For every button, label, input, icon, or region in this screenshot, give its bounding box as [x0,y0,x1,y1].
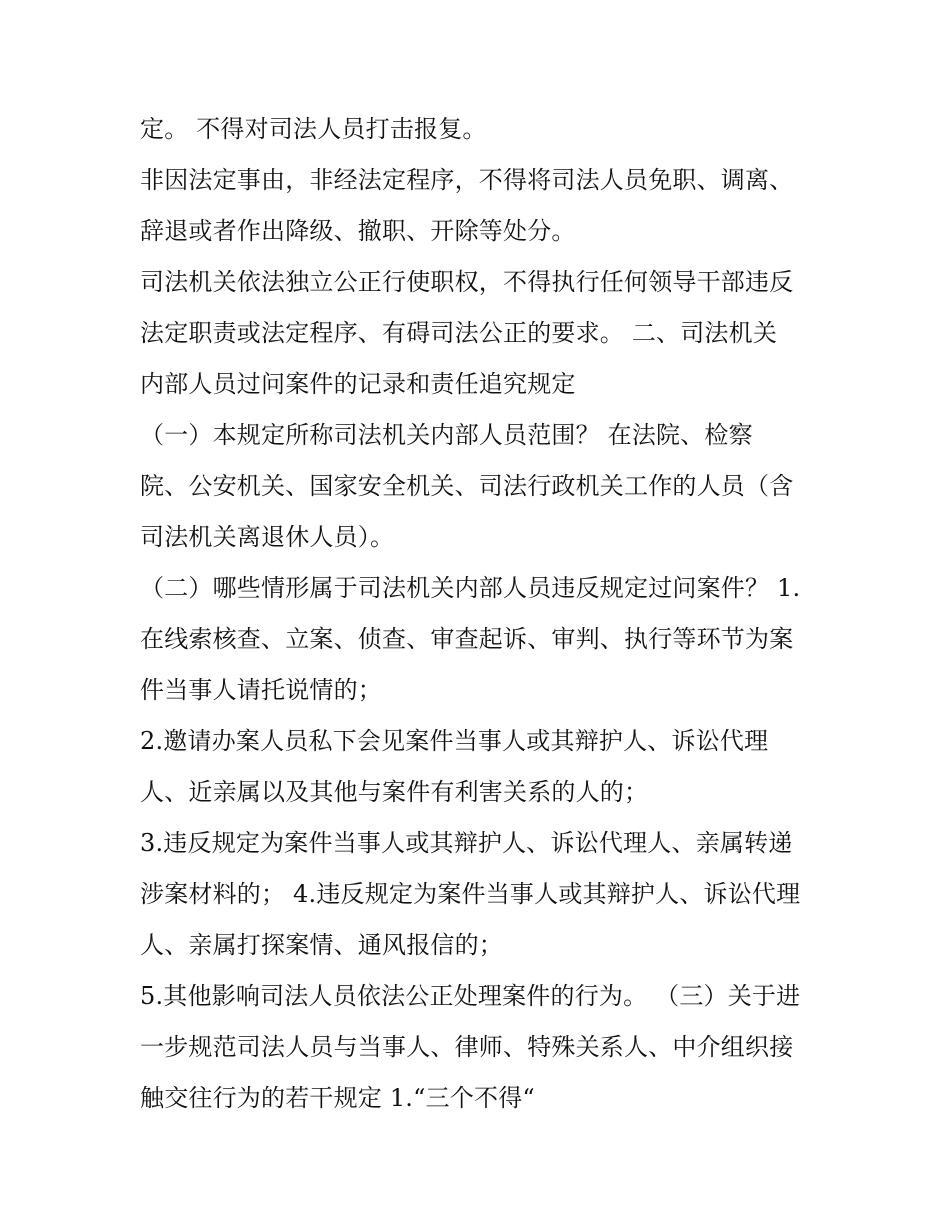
text-line: 人、近亲属以及其他与案件有利害关系的人的； [140,778,649,806]
text-line: 在线索核查、立案、侦查、审查起诉、审判、执行等环节为案 [140,625,794,653]
text-line: 2.邀请办案人员私下会见案件当事人或其辩护人、诉讼代理 [140,727,769,755]
text-line: 一步规范司法人员与当事人、律师、特殊关系人、中介组织接 [140,1033,794,1061]
text-line: 5.其他影响司法人员依法公正处理案件的行为。 （三）关于进 [140,982,801,1010]
text-line: （二）哪些情形属于司法机关内部人员违反规定过问案件？ 1. [140,574,801,602]
text-line: 司法机关离退休人员）。 [140,523,395,551]
text-line: 人、亲属打探案情、通风报信的； [140,931,503,959]
text-line: 辞退或者作出降级、撤职、开除等处分。 [140,217,576,245]
text-line: 院、公安机关、国家安全机关、司法行政机关工作的人员（含 [140,472,794,500]
text-line: 司法机关依法独立公正行使职权，不得执行任何领导干部违反 [140,268,794,296]
text-line: 件当事人请托说情的； [140,676,382,704]
text-line: 涉案材料的； 4.违反规定为案件当事人或其辩护人、诉讼代理 [140,880,801,908]
text-line: 定。 不得对司法人员打击报复。 [140,115,487,143]
body-text [140,108,830,1128]
text-line: （一）本规定所称司法机关内部人员范围？ 在法院、检察 [140,421,753,449]
text-line: 法定职责或法定程序、有碍司法公正的要求。 二、司法机关 [140,319,778,347]
text-line: 非因法定事由，非经法定程序，不得将司法人员免职、调离、 [140,166,794,194]
text-line: 3.违反规定为案件当事人或其辩护人、诉讼代理人、亲属转递 [140,829,793,857]
text-line: 内部人员过问案件的记录和责任追究规定 [140,370,576,398]
text-line: 触交往行为的若干规定 1.“三个不得“ [140,1084,535,1112]
